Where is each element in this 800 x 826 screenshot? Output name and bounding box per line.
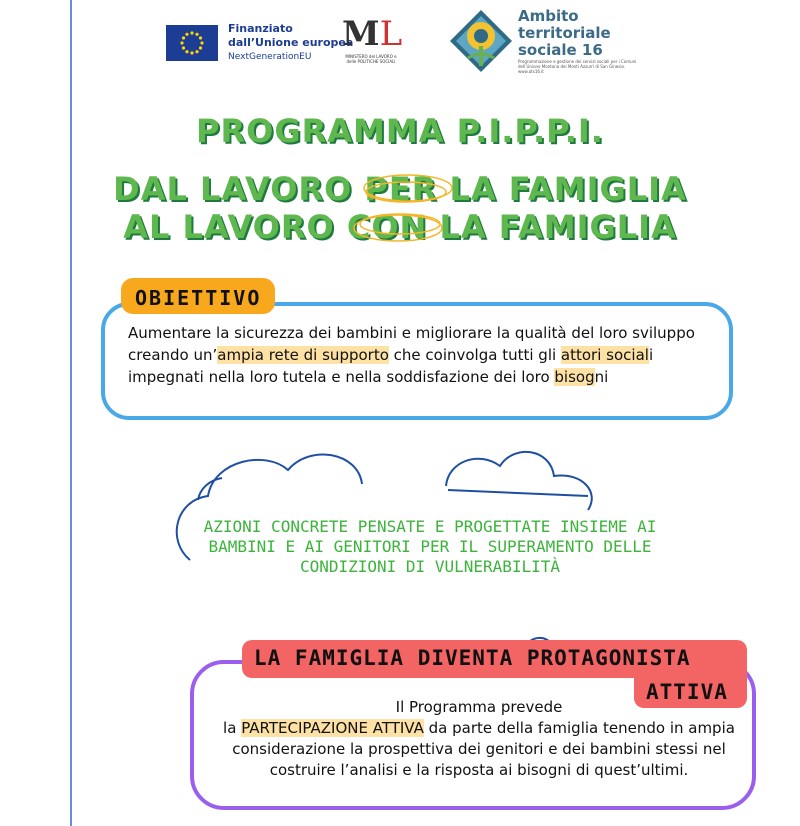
- eu-funding-logo: [166, 22, 353, 64]
- eu-line1: Finanziato: [228, 22, 293, 35]
- ambito-line1: Ambito: [518, 7, 579, 25]
- family-text: [214, 697, 744, 781]
- objective-label: OBIETTIVO: [121, 278, 275, 314]
- subtitle-line1: DAL LAVORO PER LA FAMIGLIA: [113, 170, 687, 208]
- ministry-monogram-m: M: [342, 14, 380, 54]
- family-text-part: da parte della famiglia tenendo in ampia considerazione la prospettiva dei genitori e dei bambini stessi nel costruire l’analisi e la risposta ai bisogni di quest’ultimi.: [232, 719, 735, 779]
- subtitle-line2: AL LAVORO CON LA FAMIGLIA: [123, 208, 677, 246]
- objective-highlight: bisog: [554, 368, 595, 386]
- eu-flag-icon: [166, 25, 218, 61]
- eu-line3: NextGenerationEU: [228, 52, 312, 62]
- objective-text-part: che coinvolga tutti gli: [388, 346, 561, 364]
- ambito-line2: territoriale: [518, 24, 611, 42]
- ministry-monogram: [342, 14, 403, 54]
- objective-highlight: ampia rete di supporto: [217, 346, 389, 364]
- objective-highlight: attori social: [560, 346, 649, 364]
- eu-line2: dall’Unione europea: [228, 36, 354, 49]
- family-highlight: PARTECIPAZIONE ATTIVA: [241, 719, 424, 737]
- ambito-logo: [448, 8, 638, 74]
- objective-text: [128, 322, 728, 388]
- ministry-monogram-l: L: [379, 14, 403, 54]
- ambito-line3: sociale 16: [518, 41, 603, 59]
- ambito-small-text: Programmazione e gestione dei servizi sociali per i Comuni dell’Unione Montana dei Monti Azzurri di San Ginesio. www.ats16.it: [518, 59, 637, 74]
- program-title: PROGRAMMA P.I.P.P.I.: [196, 112, 604, 150]
- family-text-line: Il Programma prevede: [395, 698, 563, 716]
- actions-text: AZIONI CONCRETE PENSATE E PROGETTATE INSIEME AI BAMBINI E AI GENITORI PER IL SUPERAMENTO DELLE CONDIZIONI DI VULNERABILITÀ: [203, 517, 657, 576]
- objective-text-part: i impegnati nella loro tutela e nella soddisfazione dei loro: [128, 346, 654, 386]
- family-label-line2: ATTIVA: [646, 680, 728, 704]
- ambito-emblem-icon: [448, 8, 514, 74]
- ministry-logo: [342, 14, 403, 72]
- ministry-name: MINISTERO del LAVORO e delle POLITICHE SOCIALI: [345, 54, 397, 64]
- objective-text-part: ni: [594, 368, 609, 386]
- eu-funding-text: [228, 22, 353, 64]
- objective-text-part: Aumentare la sicurezza dei bambini e migliorare la qualità del loro sviluppo creando un’: [128, 324, 695, 364]
- scribble-circle-decoration: [340, 168, 480, 248]
- family-label-line1: LA FAMIGLIA DIVENTA PROTAGONISTA: [254, 646, 691, 670]
- ambito-text: [518, 8, 638, 74]
- family-text-part: la: [223, 719, 242, 737]
